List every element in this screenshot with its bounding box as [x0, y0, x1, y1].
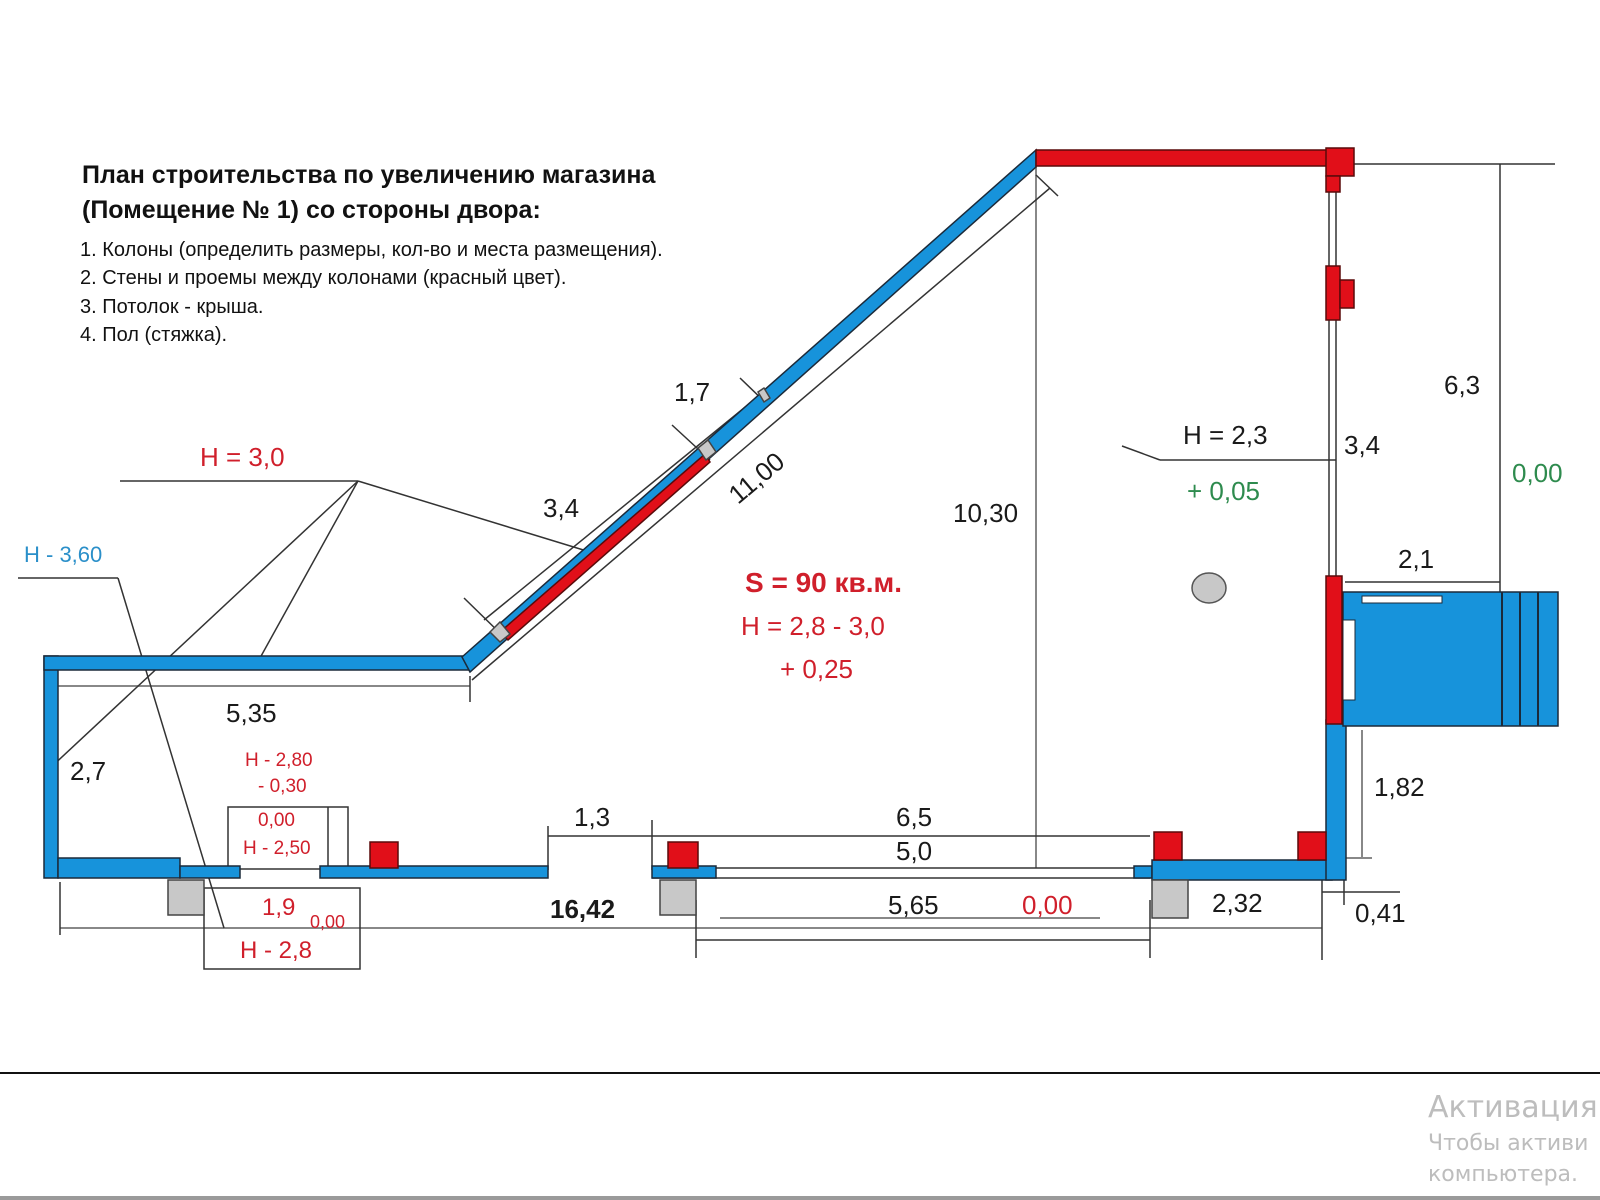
dim-1-3: 1,3 [574, 802, 611, 832]
label-box-zero: 0,00 [258, 810, 295, 831]
round-column [1192, 573, 1226, 603]
label-minus-0-30: - 0,30 [258, 776, 307, 797]
label-dim-h-2-8: H - 2,8 [240, 937, 313, 964]
label-h-2-3: H = 2,3 [1183, 420, 1268, 450]
wall-right-new [1326, 576, 1342, 724]
wall-top-left [44, 656, 470, 670]
annex-block [1343, 592, 1558, 726]
dim-0-41: 0,41 [1355, 898, 1406, 928]
label-dim-1-9: 1,9 [262, 894, 296, 921]
task-item-2: 2. Стены и проемы между колонами (красный цвет). [80, 267, 567, 289]
label-plus-0-05: + 0,05 [1187, 476, 1261, 506]
plan-title-line2: (Помещение № 1) со стороны двора: [82, 196, 541, 224]
task-item-4: 4. Пол (стяжка). [80, 324, 228, 346]
column-new-2 [668, 842, 698, 868]
dim-6-3: 6,3 [1444, 370, 1481, 400]
label-h-3-60: H - 3,60 [24, 542, 103, 567]
wall-bottom-2 [180, 866, 240, 878]
dim-3-4-right: 3,4 [1344, 430, 1381, 460]
column-mid-right [1326, 266, 1340, 320]
wall-diagonal-new [500, 454, 710, 640]
column-top-right-base [1326, 176, 1340, 192]
task-item-3: 3. Потолок - крыша. [80, 296, 264, 318]
dim-5-0: 5,0 [896, 836, 933, 866]
dim-16-42: 16,42 [550, 894, 616, 924]
label-zero-red-bottom: 0,00 [1022, 890, 1073, 920]
column-grey-3 [1152, 880, 1188, 918]
plan-title-line1: План строительства по увеличению магазина [82, 161, 656, 189]
column-new-3 [1154, 832, 1182, 860]
column-new-4 [1298, 832, 1326, 860]
dim-10-30: 10,30 [953, 498, 1019, 528]
watermark-line2: Чтобы активи [1428, 1131, 1589, 1156]
dim-5-35: 5,35 [226, 698, 277, 728]
label-box-h-2-50: H - 2,50 [243, 838, 311, 859]
dim-1-7: 1,7 [674, 377, 711, 407]
watermark-title: Активация [1428, 1090, 1598, 1125]
label-area-plus: + 0,25 [780, 654, 854, 684]
wall-bottom-1 [58, 858, 180, 878]
wall-top-new [1036, 150, 1336, 166]
dim-1-82: 1,82 [1374, 772, 1425, 802]
wall-bottom-right [1152, 860, 1332, 880]
dim-5-65: 5,65 [888, 890, 939, 920]
page-divider [0, 1072, 1600, 1074]
column-new-1 [370, 842, 398, 868]
dim-3-4-diag: 3,4 [543, 493, 580, 523]
dim-11-00: 11,00 [722, 446, 791, 510]
dim-2-7: 2,7 [70, 756, 107, 786]
window-bottom-edge [0, 1196, 1600, 1200]
label-dim-1-9-zero: 0,00 [310, 912, 346, 932]
column-grey-1 [168, 880, 204, 915]
wall-right-lower [1326, 720, 1346, 880]
label-area-height: H = 2,8 - 3,0 [741, 611, 885, 641]
label-h-2-80: H - 2,80 [245, 750, 313, 771]
label-area: S = 90 кв.м. [745, 567, 903, 598]
task-item-1: 1. Колоны (определить размеры, кол-во и места размещения). [80, 239, 663, 261]
label-h-3-0: H = 3,0 [200, 442, 285, 472]
wall-bottom-5 [1134, 866, 1152, 878]
column-grey-2 [660, 880, 696, 915]
watermark-line3: компьютера. [1428, 1162, 1579, 1187]
wall-left [44, 656, 58, 878]
dim-6-5: 6,5 [896, 802, 933, 832]
wall-bottom-3 [320, 866, 548, 878]
label-zero-green: 0,00 [1512, 458, 1563, 488]
dim-2-1: 2,1 [1398, 544, 1435, 574]
title-block [80, 161, 663, 346]
column-top-right [1326, 148, 1354, 176]
column-mid-right-ext [1340, 280, 1354, 308]
windows-activation-watermark [1428, 1090, 1598, 1187]
dim-2-32: 2,32 [1212, 888, 1263, 918]
